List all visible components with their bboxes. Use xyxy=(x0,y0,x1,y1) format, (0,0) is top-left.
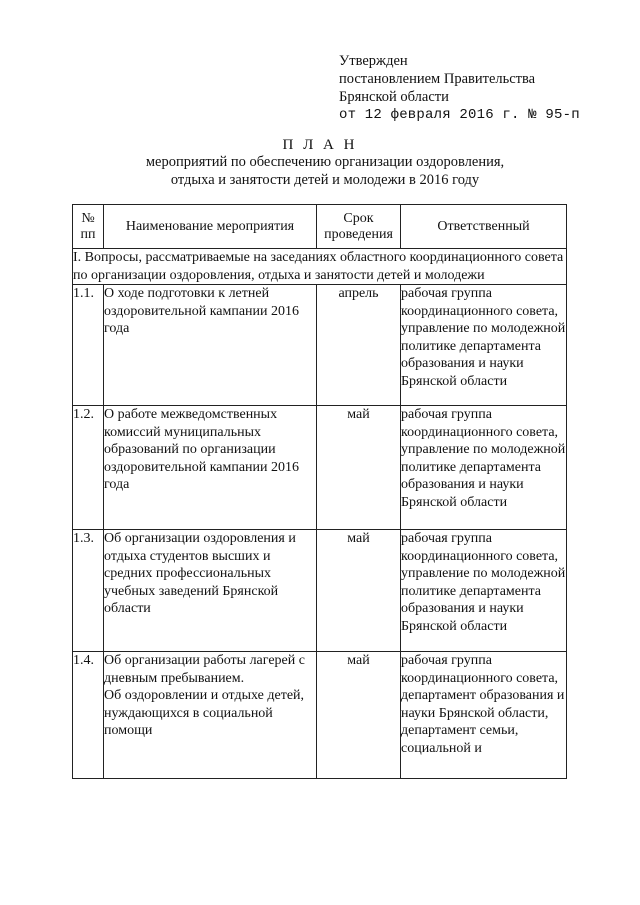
approval-line-2: постановлением Правительства xyxy=(339,71,536,87)
document-subtitle xyxy=(100,153,550,189)
row-name-part-2: Об оздоровлении и отдыхе детей, нуждающихся в социальной помощи xyxy=(104,688,305,738)
row-responsible: рабочая группа координационного совета, управление по молодежной политике департамента образования и науки Брянской области xyxy=(401,530,567,652)
row-num: 1.1. xyxy=(73,285,104,406)
decree-reference: от 12 февраля 2016 г. № 95-п xyxy=(339,107,580,123)
approval-line-1: Утвержден xyxy=(339,53,408,69)
row-responsible: рабочая группа координационного совета, управление по молодежной политике департамента образования и науки Брянской области xyxy=(401,406,567,530)
row-name: О работе межведомственных комиссий муниципальных образований по организации оздоровительной кампании 2016 года xyxy=(104,406,317,530)
table-row xyxy=(73,652,567,779)
table-row xyxy=(73,406,567,530)
header-num: № пп xyxy=(73,205,104,249)
approval-block xyxy=(339,52,580,124)
header-name: Наименование мероприятия xyxy=(104,205,317,249)
row-num: 1.3. xyxy=(73,530,104,652)
table-header-row xyxy=(73,205,567,249)
table-row xyxy=(73,530,567,652)
row-name: О ходе подготовки к летней оздоровительной кампании 2016 года xyxy=(104,285,317,406)
row-term: май xyxy=(317,652,401,779)
document-title: П Л А Н xyxy=(282,137,358,153)
row-num: 1.4. xyxy=(73,652,104,779)
header-responsible: Ответственный xyxy=(401,205,567,249)
subtitle-line-1: мероприятий по обеспечению организации оздоровления, xyxy=(145,154,505,170)
approval-line-3: Брянской области xyxy=(339,89,449,105)
header-term: Срок проведения xyxy=(317,205,401,249)
row-name: Об организации оздоровления и отдыха студентов высших и средних профессиональных учебных заведений Брянской области xyxy=(104,530,317,652)
section-title: I. Вопросы, рассматриваемые на заседаниях областного координационного совета по организации оздоровления, отдыха и занятости детей и молодежи xyxy=(73,249,567,285)
subtitle-line-2: отдыха и занятости детей и молодежи в 2016 году xyxy=(170,172,480,188)
row-responsible: рабочая группа координационного совета, управление по молодежной политике департамента образования и науки Брянской области xyxy=(401,285,567,406)
row-responsible: рабочая группа координационного совета, департамент образования и науки Брянской области, департамент семьи, социальной и xyxy=(401,652,567,779)
row-term: май xyxy=(317,530,401,652)
row-num: 1.2. xyxy=(73,406,104,530)
section-row xyxy=(73,249,567,285)
row-term: май xyxy=(317,406,401,530)
table-row xyxy=(73,285,567,406)
row-name-part-1: Об организации работы лагерей с дневным пребыванием. xyxy=(104,653,305,686)
row-name xyxy=(104,652,317,779)
row-term: апрель xyxy=(317,285,401,406)
plan-table xyxy=(72,204,567,779)
